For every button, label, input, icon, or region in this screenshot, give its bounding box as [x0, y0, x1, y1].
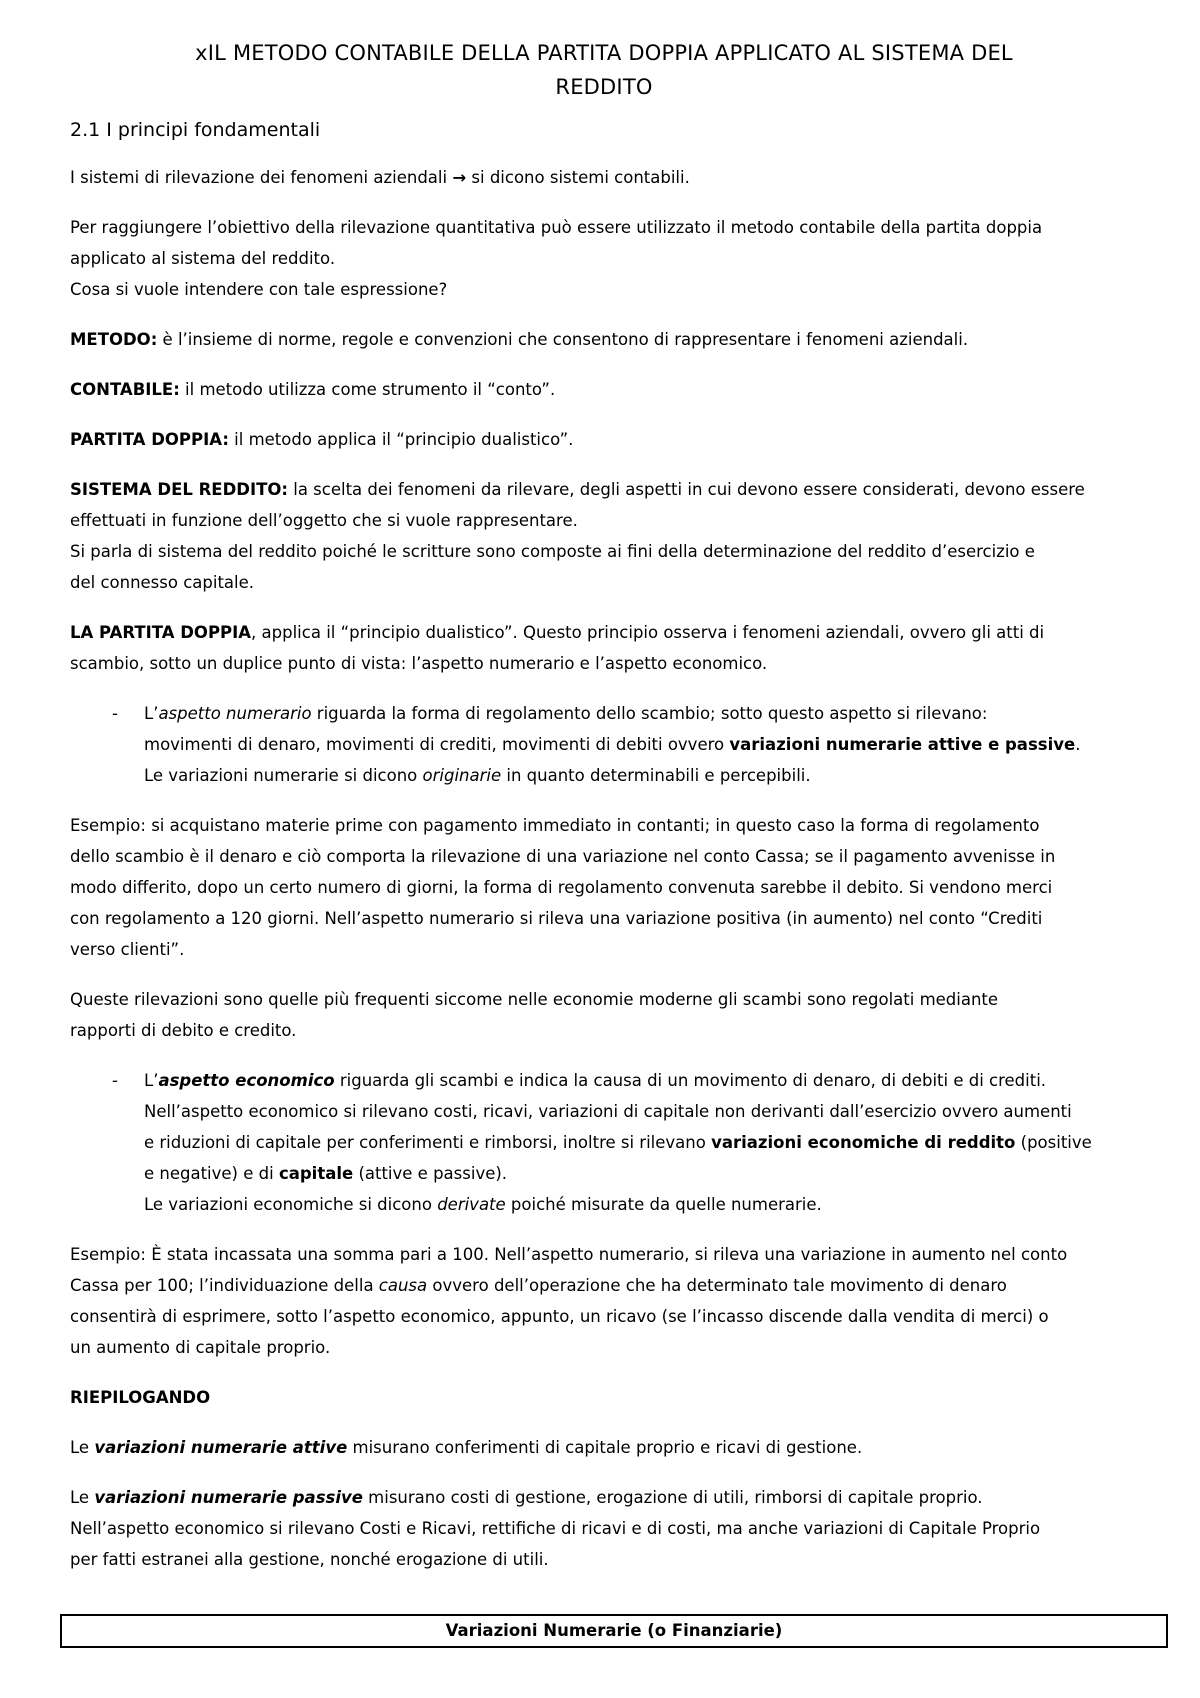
paragraph-line: modo differito, dopo un certo numero di giorni, la forma di regolamento convenuta sarebbe il debito. Si vendono merci — [70, 878, 1053, 897]
paragraph-text: misurano costi di gestione, erogazione di utili, rimborsi di capitale proprio. — [362, 1488, 983, 1507]
paragraph-text: misurano conferimenti di capitale proprio e ricavi di gestione. — [347, 1438, 863, 1457]
bullet-aspetto-numerario — [70, 698, 1138, 791]
paragraph-line: effettuati in funzione dell’oggetto che si vuole rappresentare. — [70, 511, 578, 530]
bullet-dash: - — [112, 704, 118, 723]
paragraph-line: con regolamento a 120 giorni. Nell’aspetto numerario si rileva una variazione positiva (in aumento) nel conto “Crediti — [70, 909, 1043, 928]
paragraph-line: Si parla di sistema del reddito poiché le scritture sono composte ai fini della determinazione del reddito d’esercizio e — [70, 542, 1035, 561]
definition-term: LA PARTITA DOPPIA — [70, 623, 252, 642]
bullet-text: (positive — [1015, 1133, 1092, 1152]
paragraph-line: Cosa si vuole intendere con tale espressione? — [70, 280, 448, 299]
bullet-dash: - — [112, 1071, 118, 1090]
paragraph-line: Esempio: È stata incassata una somma pari a 100. Nell’aspetto numerario, si rileva una variazione in aumento nel conto — [70, 1245, 1068, 1264]
paragraph-line: Queste rilevazioni sono quelle più frequenti siccome nelle economie moderne gli scambi sono regolati mediante — [70, 990, 999, 1009]
section-heading: 2.1 I principi fondamentali — [70, 119, 321, 141]
paragraph-line: Esempio: si acquistano materie prime con pagamento immediato in contanti; in questo caso la forma di regolamento — [70, 816, 1040, 835]
paragraph-line: scambio, sotto un duplice punto di vista: l’aspetto numerario e l’aspetto economico. — [70, 654, 768, 673]
paragraph-esempio-2 — [70, 1239, 1138, 1363]
paragraph-line: per fatti estranei alla gestione, nonché erogazione di utili. — [70, 1550, 549, 1569]
title-line-1: xIL METODO CONTABILE DELLA PARTITA DOPPIA APPLICATO AL SISTEMA DEL — [195, 41, 1013, 65]
bullet-term: aspetto economico — [158, 1071, 335, 1090]
arrow-icon: → — [452, 168, 467, 187]
paragraph-partita-doppia — [70, 617, 1138, 679]
paragraph-objective — [70, 212, 1138, 305]
definition-term: METODO: — [70, 330, 158, 349]
bullet-emphasis: capitale — [278, 1164, 354, 1183]
paragraph-line: un aumento di capitale proprio. — [70, 1338, 331, 1357]
paragraph-text: , applica il “principio dualistico”. Questo principio osserva i fenomeni aziendali, ovvero gli atti di — [251, 623, 1045, 642]
paragraph-line: Nell’aspetto economico si rilevano Costi e Ricavi, rettifiche di ricavi e di costi, ma anche variazioni di Capitale Proprio — [70, 1519, 1041, 1538]
summary-numerarie-passive — [70, 1482, 1138, 1575]
bullet-text: riguarda gli scambi e indica la causa di un movimento di denaro, di debiti e di crediti. — [334, 1071, 1047, 1090]
paragraph-text: I sistemi di rilevazione dei fenomeni aziendali — [70, 168, 453, 187]
paragraph-esempio-1 — [70, 810, 1138, 965]
bullet-text: (attive e passive). — [353, 1164, 508, 1183]
paragraph-line: dello scambio è il denaro e ciò comporta la rilevazione di una variazione nel conto Cassa; se il pagamento avvenisse in — [70, 847, 1056, 866]
paragraph-text: Le — [70, 1438, 95, 1457]
bullet-text: poiché misurate da quelle numerarie. — [505, 1195, 822, 1214]
paragraph-text: ovvero dell’operazione che ha determinato tale movimento di denaro — [427, 1276, 1007, 1295]
bullet-text: . — [1075, 735, 1081, 754]
paragraph-line: Per raggiungere l’obiettivo della rilevazione quantitativa può essere utilizzato il metodo contabile della partita doppia — [70, 218, 1043, 237]
summary-term: variazioni numerarie passive — [94, 1488, 363, 1507]
definition-text: la scelta dei fenomeni da rilevare, degli aspetti in cui devono essere considerati, devono essere — [287, 480, 1085, 499]
bullet-text: Le variazioni economiche si dicono — [144, 1195, 438, 1214]
paragraph-intro — [70, 162, 1138, 193]
definition-text: è l’insieme di norme, regole e convenzioni che consentono di rappresentare i fenomeni aziendali. — [157, 330, 969, 349]
bullet-emphasis: variazioni economiche di reddito — [711, 1133, 1016, 1152]
paragraph-line: verso clienti”. — [70, 940, 185, 959]
bullet-emphasis: derivate — [437, 1195, 506, 1214]
definition-text: il metodo applica il “principio dualistico”. — [228, 430, 574, 449]
definition-term: PARTITA DOPPIA: — [70, 430, 229, 449]
definition-sistema-reddito — [70, 474, 1138, 598]
paragraph-line: del connesso capitale. — [70, 573, 255, 592]
bullet-emphasis: variazioni numerarie attive e passive — [729, 735, 1076, 754]
definition-contabile — [70, 374, 1138, 405]
bullet-text: Le variazioni numerarie si dicono — [144, 766, 423, 785]
definition-partita-doppia — [70, 424, 1138, 455]
paragraph-text: si dicono sistemi contabili. — [466, 168, 690, 187]
definition-text: il metodo utilizza come strumento il “conto”. — [179, 380, 556, 399]
summary-term: variazioni numerarie attive — [94, 1438, 348, 1457]
summary-numerarie-attive — [70, 1432, 1138, 1463]
paragraph-line: rapporti di debito e credito. — [70, 1021, 297, 1040]
bullet-text: e riduzioni di capitale per conferimenti e rimborsi, inoltre si rilevano — [144, 1133, 712, 1152]
definition-term: CONTABILE: — [70, 380, 180, 399]
bullet-text: L’ — [144, 704, 159, 723]
definition-metodo — [70, 324, 1138, 355]
bullet-aspetto-economico — [70, 1065, 1138, 1220]
variazioni-table-header: Variazioni Numerarie (o Finanziarie) — [60, 1614, 1168, 1648]
paragraph-line: consentirà di esprimere, sotto l’aspetto economico, appunto, un ricavo (se l’incasso discende dalla vendita di merci) o — [70, 1307, 1049, 1326]
bullet-emphasis: originarie — [422, 766, 502, 785]
bullet-text: L’ — [144, 1071, 159, 1090]
summary-heading: RIEPILOGANDO — [70, 1388, 211, 1407]
bullet-line: Nell’aspetto economico si rilevano costi, ricavi, variazioni di capitale non derivanti dall’esercizio ovvero aumenti — [144, 1102, 1072, 1121]
bullet-text: movimenti di denaro, movimenti di crediti, movimenti di debiti ovvero — [144, 735, 730, 754]
bullet-text: in quanto determinabili e percepibili. — [501, 766, 811, 785]
paragraph-text: Cassa per 100; l’individuazione della — [70, 1276, 379, 1295]
definition-term: SISTEMA DEL REDDITO: — [70, 480, 288, 499]
bullet-text: e negative) e di — [144, 1164, 279, 1183]
paragraph-text: Le — [70, 1488, 95, 1507]
paragraph-line: applicato al sistema del reddito. — [70, 249, 336, 268]
bullet-text: riguarda la forma di regolamento dello scambio; sotto questo aspetto si rilevano: — [311, 704, 988, 723]
paragraph-rilevazioni — [70, 984, 1138, 1046]
bullet-term: aspetto numerario — [158, 704, 312, 723]
paragraph-emphasis: causa — [378, 1276, 428, 1295]
title-line-2: REDDITO — [555, 75, 653, 99]
document-title — [70, 36, 1138, 104]
